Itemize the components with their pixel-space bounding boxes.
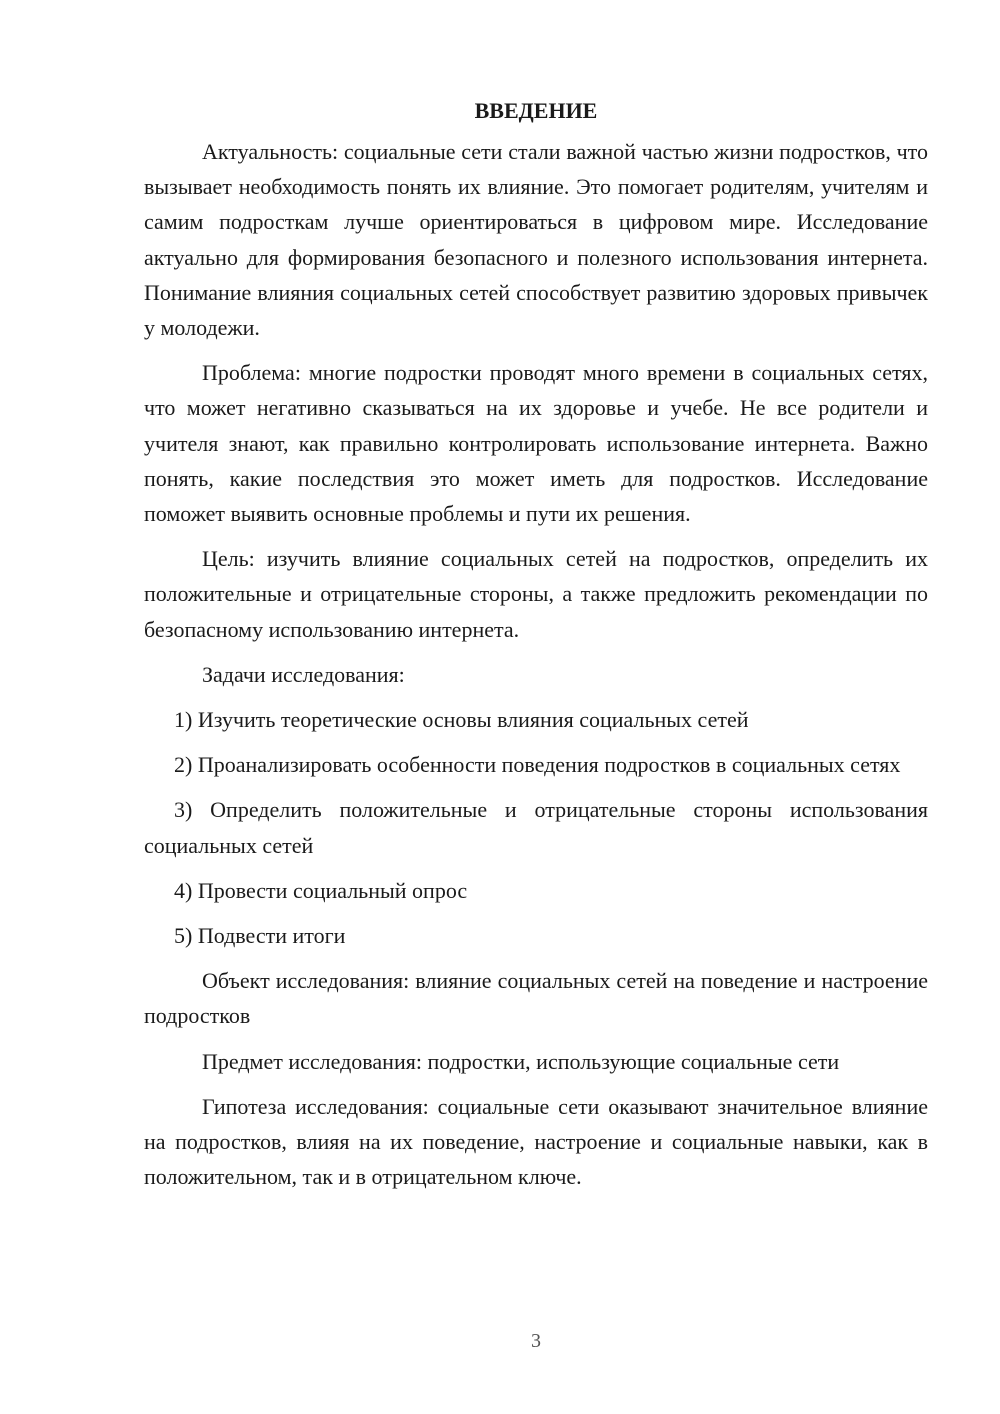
page-number: 3 bbox=[531, 1330, 541, 1352]
problem-paragraph: Проблема: многие подростки проводят много времени в социальных сетях, что может негативно сказываться на их здоровье и учебе. Не все родители и учителя знают, как правильно контролировать использование интернета. Важно понять, какие последствия это может иметь для подростков. Исследование поможет выявить основные проблемы и пути их решения. bbox=[144, 360, 928, 527]
goal-paragraph: Цель: изучить влияние социальных сетей на подростков, определить их положительные и отрицательные стороны, а также предложить рекомендации по безопасному использованию интернета. bbox=[144, 546, 928, 642]
hypothesis-paragraph: Гипотеза исследования: социальные сети оказывают значительное влияние на подростков, влияя на их поведение, настроение и социальные навыки, как в положительном, так и в отрицательном ключе. bbox=[144, 1093, 928, 1190]
list-item: 2) Проанализировать особенности поведения подростков в социальных сетях bbox=[174, 752, 901, 778]
list-item: 5) Подвести итоги bbox=[174, 923, 346, 949]
tasks-list bbox=[144, 702, 928, 953]
tasks-heading: Задачи исследования: bbox=[202, 661, 405, 687]
page-title: ВВЕДЕНИЕ bbox=[474, 98, 598, 123]
document-page bbox=[144, 88, 928, 1204]
list-item: 1) Изучить теоретические основы влияния социальных сетей bbox=[174, 707, 749, 733]
relevance-paragraph: Актуальность: социальные сети стали важной частью жизни подростков, что вызывает необходимость понять их влияние. Это помогает родителям, учителям и самим подросткам лучше ориентироваться в цифровом мире. Исследование актуально для формирования безопасного и полезного использования интернета. Понимание влияния социальных сетей способствует развитию здоровых привычек у молодежи. bbox=[144, 139, 928, 341]
list-item: 4) Провести социальный опрос bbox=[174, 877, 468, 903]
list-item: 3) Определить положительные и отрицательные стороны использования социальных сетей bbox=[144, 797, 928, 858]
object-paragraph: Объект исследования: влияние социальных сетей на поведение и настроение подростков bbox=[144, 968, 928, 1029]
subject-paragraph: Предмет исследования: подростки, использующие социальные сети bbox=[202, 1048, 840, 1074]
